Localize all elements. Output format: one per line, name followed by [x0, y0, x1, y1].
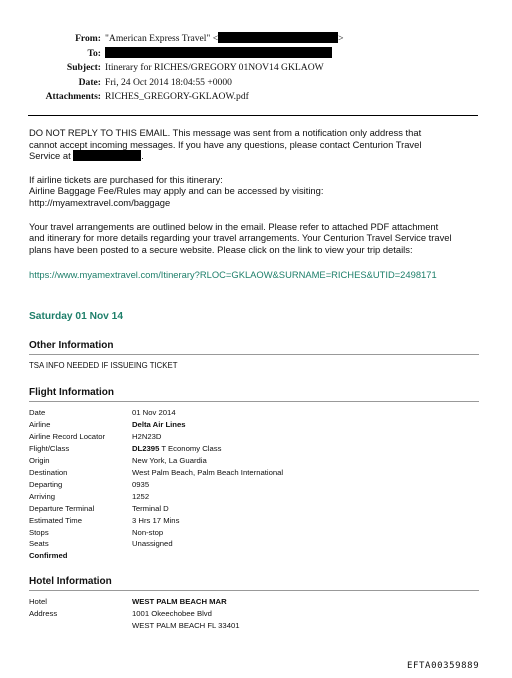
- flight-row: Origin New York, La Guardia: [29, 455, 207, 465]
- itinerary-link[interactable]: https://www.myamextravel.com/Itinerary?RLOC=GKLAOW&SURNAME=RICHES&UTID=2498171: [29, 269, 437, 281]
- date-label: Date:: [78, 76, 101, 88]
- hotel-row: Hotel WEST PALM BEACH MAR: [29, 597, 227, 606]
- section-title: Flight Information: [29, 387, 479, 402]
- date-row: [20, 76, 490, 91]
- hotel-row: Address 1001 Okeechobee Blvd: [29, 608, 212, 618]
- flight-row: Stops Non-stop: [29, 527, 164, 537]
- flight-row: Departure Terminal Terminal D: [29, 503, 169, 513]
- to-label: To:: [87, 47, 101, 59]
- email-header: [20, 32, 490, 105]
- flight-row: Estimated Time 3 Hrs 17 Mins: [29, 515, 180, 525]
- flight-row: Airline Delta Air Lines: [29, 419, 186, 429]
- flight-row: Arriving 1252: [29, 491, 150, 501]
- flight-details: [29, 407, 479, 562]
- email-body: [29, 127, 489, 293]
- from-row: [20, 32, 490, 47]
- flight-row: Flight/Class DL2395 T Economy Class: [29, 443, 222, 453]
- subject-row: [20, 61, 490, 76]
- flight-row: Destination West Palm Beach, Palm Beach International: [29, 467, 284, 477]
- baggage-url[interactable]: http://myamextravel.com/baggage: [29, 196, 171, 208]
- no-reply-notice: DO NOT REPLY TO THIS EMAIL. This message was sent from a notification only address that cannot accept incoming messages. If you have any questions, please contact Centurion Travel Service at .: [29, 127, 422, 162]
- header-divider: [28, 115, 478, 116]
- redaction-block: [218, 32, 338, 43]
- from-suffix: >: [338, 33, 344, 44]
- date-value: Fri, 24 Oct 2014 18:04:55 +0000: [105, 76, 232, 88]
- flight-information-section: [29, 387, 479, 562]
- subject-label: Subject:: [66, 62, 101, 74]
- attachment-filename[interactable]: RICHES_GREGORY-GKLAOW.pdf: [105, 91, 249, 103]
- flight-row: Departing 0935: [29, 479, 150, 489]
- section-title: Other Information: [29, 340, 479, 355]
- bates-number: EFTA00359889: [407, 661, 480, 671]
- attachments-row: [20, 90, 490, 105]
- flight-row: Airline Record Locator H2N23D: [29, 431, 162, 441]
- day-heading: Saturday 01 Nov 14: [29, 311, 123, 322]
- redaction-block: [73, 150, 141, 161]
- baggage-notice: If airline tickets are purchased for this itinerary: Airline Baggage Fee/Rules may apply and can be accessed by visiting: http://myamextravel.com/baggage: [29, 173, 324, 208]
- redaction-block: [105, 47, 332, 58]
- subject-value: Itinerary for RICHES/GREGORY 01NOV14 GKLAOW: [105, 62, 324, 74]
- attachments-label: Attachments:: [45, 91, 101, 103]
- section-title: Hotel Information: [29, 576, 479, 591]
- other-info-text: TSA INFO NEEDED IF ISSUEING TICKET: [29, 361, 178, 370]
- other-information-section: [29, 340, 479, 370]
- confirmed-status: Confirmed: [29, 551, 68, 561]
- from-label: From:: [75, 33, 101, 44]
- arrangements-text: Your travel arrangements are outlined below in the email. Please refer to attached PDF attachment and itinerary for more details regarding your travel arrangements. Your Centurion Travel Service travel plans have been posted to a secure website. Please click on the link to view your trip details:: [29, 220, 452, 255]
- hotel-information-section: [29, 576, 479, 632]
- hotel-details: [29, 596, 479, 632]
- flight-row: Date 01 Nov 2014: [29, 408, 176, 417]
- hotel-row: WEST PALM BEACH FL 33401: [132, 620, 240, 630]
- flight-row: Seats Unassigned: [29, 539, 173, 549]
- from-value: "American Express Travel" <: [105, 33, 219, 44]
- to-row: [20, 47, 490, 62]
